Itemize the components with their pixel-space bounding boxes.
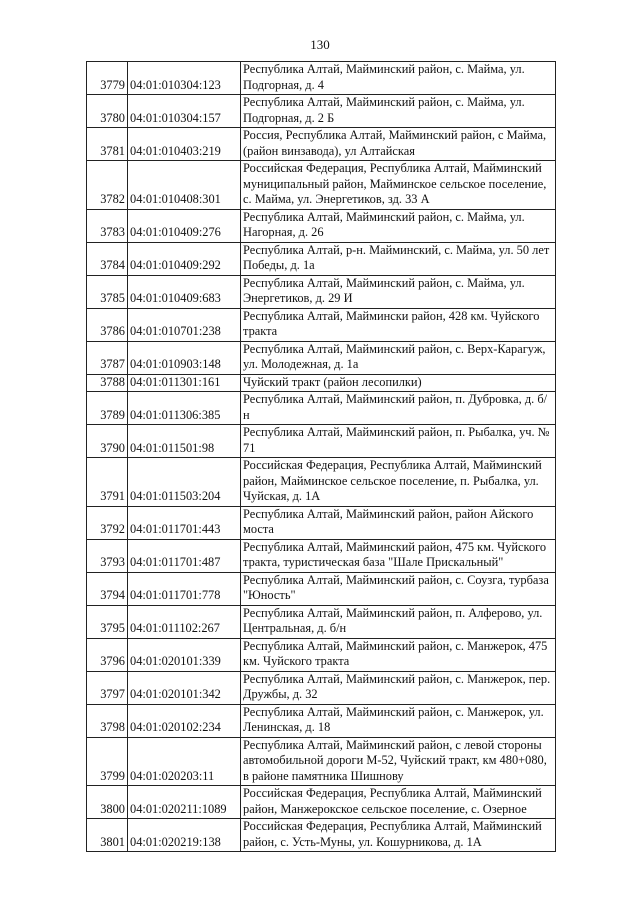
table-row [87, 209, 556, 242]
cadastral-number-cell: 04:01:020211:1089 [128, 786, 241, 819]
row-number-cell: 3797 [87, 671, 128, 704]
table-row [87, 128, 556, 161]
cadastral-number-cell: 04:01:020101:342 [128, 671, 241, 704]
address-cell: Российская Федерация, Республика Алтай, Майминский район, Манжерокское сельское поселение, с. Озерное [241, 786, 556, 819]
address-cell: Республика Алтай, Майминский район, с. Майма, ул. Подгорная, д. 2 Б [241, 95, 556, 128]
cadastral-number-cell: 04:01:010903:148 [128, 341, 241, 374]
cadastral-number-cell: 04:01:010304:123 [128, 62, 241, 95]
table-row [87, 242, 556, 275]
table-row [87, 392, 556, 425]
row-number-cell: 3794 [87, 572, 128, 605]
address-cell: Республика Алтай, Майминский район, с. Манжерок, пер. Дружбы, д. 32 [241, 671, 556, 704]
table-row [87, 308, 556, 341]
row-number-cell: 3796 [87, 638, 128, 671]
row-number-cell: 3793 [87, 539, 128, 572]
cadastral-number-cell: 04:01:020102:234 [128, 704, 241, 737]
cadastral-number-cell: 04:01:011306:385 [128, 392, 241, 425]
cadastral-number-cell: 04:01:010403:219 [128, 128, 241, 161]
cadastral-number-cell: 04:01:010409:292 [128, 242, 241, 275]
address-cell: Республика Алтай, Майминский район, район Айского моста [241, 506, 556, 539]
row-number-cell: 3779 [87, 62, 128, 95]
page-number: 130 [310, 37, 330, 52]
address-cell: Российская Федерация, Республика Алтай, Майминский район, Майминское сельское поселение, п. Рыбалка, ул. Чуйская, д. 1А [241, 458, 556, 507]
address-cell: Российская Федерация, Республика Алтай, Майминский район, с. Усть-Муны, ул. Кошурникова, д. 1А [241, 819, 556, 852]
table-row [87, 671, 556, 704]
address-cell: Республика Алтай, Майминский район, 475 км. Чуйского тракта, туристическая база "Шале Прискальный" [241, 539, 556, 572]
table-row [87, 95, 556, 128]
table-row [87, 275, 556, 308]
table-row [87, 605, 556, 638]
cadastral-number-cell: 04:01:010408:301 [128, 161, 241, 210]
table-row [87, 458, 556, 507]
cadastral-number-cell: 04:01:011102:267 [128, 605, 241, 638]
cadastral-number-cell: 04:01:011503:204 [128, 458, 241, 507]
row-number-cell: 3784 [87, 242, 128, 275]
address-cell: Республика Алтай, Майминский район, с левой стороны автомобильной дороги М-52, Чуйский тракт, км 480+080, в районе памятника Шишнову [241, 737, 556, 786]
row-number-cell: 3788 [87, 374, 128, 392]
cadastral-number-cell: 04:01:010409:276 [128, 209, 241, 242]
cadastral-number-cell: 04:01:011701:778 [128, 572, 241, 605]
table-row [87, 786, 556, 819]
cadastral-number-cell: 04:01:020219:138 [128, 819, 241, 852]
row-number-cell: 3800 [87, 786, 128, 819]
row-number-cell: 3795 [87, 605, 128, 638]
row-number-cell: 3786 [87, 308, 128, 341]
cadastral-number-cell: 04:01:020101:339 [128, 638, 241, 671]
address-cell: Россия, Республика Алтай, Майминский район, с Майма, (район винзавода), ул Алтайская [241, 128, 556, 161]
row-number-cell: 3781 [87, 128, 128, 161]
address-cell: Чуйский тракт (район лесопилки) [241, 374, 556, 392]
table-row [87, 704, 556, 737]
address-cell: Республика Алтай, Майминский район, с. Соузга, турбаза "Юность" [241, 572, 556, 605]
address-cell: Республика Алтай, Майминский район, п. Дубровка, д. б/н [241, 392, 556, 425]
table-row [87, 161, 556, 210]
cadastral-number-cell: 04:01:011701:487 [128, 539, 241, 572]
cadastral-number-cell: 04:01:011501:98 [128, 425, 241, 458]
row-number-cell: 3783 [87, 209, 128, 242]
table-row [87, 737, 556, 786]
registry-table [86, 61, 556, 852]
address-cell: Республика Алтай, Маймински район, 428 км. Чуйского тракта [241, 308, 556, 341]
row-number-cell: 3798 [87, 704, 128, 737]
row-number-cell: 3791 [87, 458, 128, 507]
row-number-cell: 3785 [87, 275, 128, 308]
row-number-cell: 3787 [87, 341, 128, 374]
address-cell: Республика Алтай, Майминский район, с. Манжерок, ул. Ленинская, д. 18 [241, 704, 556, 737]
row-number-cell: 3780 [87, 95, 128, 128]
row-number-cell: 3801 [87, 819, 128, 852]
address-cell: Республика Алтай, Майминский район, с. Майма, ул. Нагорная, д. 26 [241, 209, 556, 242]
address-cell: Республика Алтай, Майминский район, с. Майма, ул. Подгорная, д. 4 [241, 62, 556, 95]
table-row [87, 62, 556, 95]
table-row [87, 425, 556, 458]
row-number-cell: 3792 [87, 506, 128, 539]
table-row [87, 341, 556, 374]
cadastral-number-cell: 04:01:010304:157 [128, 95, 241, 128]
address-cell: Республика Алтай, Майминский район, с. Манжерок, 475 км. Чуйского тракта [241, 638, 556, 671]
cadastral-number-cell: 04:01:011701:443 [128, 506, 241, 539]
cadastral-number-cell: 04:01:010409:683 [128, 275, 241, 308]
registry-table-body [87, 62, 556, 852]
cadastral-number-cell: 04:01:020203:11 [128, 737, 241, 786]
row-number-cell: 3790 [87, 425, 128, 458]
table-row [87, 374, 556, 392]
cadastral-number-cell: 04:01:010701:238 [128, 308, 241, 341]
cadastral-number-cell: 04:01:011301:161 [128, 374, 241, 392]
address-cell: Республика Алтай, р-н. Майминский, с. Майма, ул. 50 лет Победы, д. 1а [241, 242, 556, 275]
address-cell: Российская Федерация, Республика Алтай, Майминский муниципальный район, Майминское сельское поселение, с. Майма, ул. Энергетиков, зд. 33 А [241, 161, 556, 210]
address-cell: Республика Алтай, Майминский район, с. Верх-Карагуж, ул. Молодежная, д. 1а [241, 341, 556, 374]
table-row [87, 638, 556, 671]
row-number-cell: 3782 [87, 161, 128, 210]
address-cell: Республика Алтай, Майминский район, с. Майма, ул. Энергетиков, д. 29 И [241, 275, 556, 308]
address-cell: Республика Алтай, Майминский район, п. Рыбалка, уч. № 71 [241, 425, 556, 458]
row-number-cell: 3799 [87, 737, 128, 786]
table-row [87, 506, 556, 539]
table-row [87, 539, 556, 572]
table-row [87, 819, 556, 852]
table-row [87, 572, 556, 605]
row-number-cell: 3789 [87, 392, 128, 425]
address-cell: Республика Алтай, Майминский район, п. Алферово, ул. Центральная, д. б/н [241, 605, 556, 638]
